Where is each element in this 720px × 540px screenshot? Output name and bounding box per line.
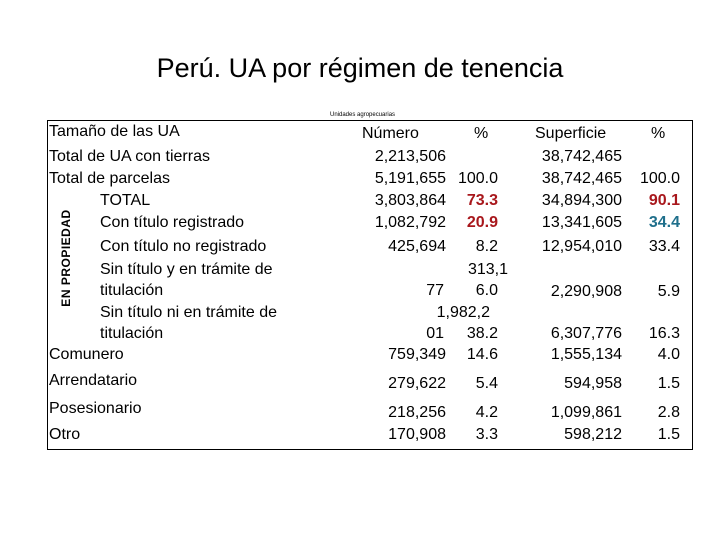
row-otro-numero: 170,908: [388, 426, 446, 443]
row-total-pct1: 73.3: [466, 192, 498, 209]
row-comunero-pct2: 4.0: [657, 346, 680, 363]
row-no-registrado-superficie: 12,954,010: [541, 238, 622, 255]
row-arrendatario-numero: 279,622: [388, 375, 446, 392]
row-con-titulo-superficie: 13,341,605: [541, 214, 622, 231]
row-en-tramite-numero-1: 313,1: [467, 261, 508, 278]
header-label: Tamaño de las UA: [49, 123, 180, 140]
row-total-label: TOTAL: [100, 192, 151, 209]
row-ni-tramite-numero-1: 1,982,2: [436, 304, 490, 321]
row-ni-tramite-label-2: titulación: [100, 325, 164, 342]
row-otro-label: Otro: [49, 426, 81, 443]
row-arrendatario-pct2: 1.5: [657, 375, 680, 392]
row-total-ua-superficie: 38,742,465: [541, 148, 622, 165]
row-posesionario-pct1: 4.2: [475, 404, 498, 421]
header-pct1: %: [474, 125, 489, 142]
header-pct2: %: [651, 125, 666, 142]
row-total-parcelas-superficie: 38,742,465: [541, 170, 622, 187]
header-superficie: Superficie: [535, 125, 607, 142]
row-en-tramite-superficie: 2,290,908: [550, 283, 622, 300]
header-numero: Número: [362, 125, 419, 142]
row-no-registrado-numero: 425,694: [388, 238, 446, 255]
row-otro-pct1: 3.3: [475, 426, 498, 443]
side-label-en-propiedad: EN PROPIEDAD: [59, 209, 73, 307]
row-total-parcelas-pct2: 100.0: [639, 170, 680, 187]
row-otro-pct2: 1.5: [657, 426, 680, 443]
row-total-parcelas-numero: 5,191,655: [374, 170, 446, 187]
units-note: Unidades agropecuarias: [330, 112, 396, 118]
page-title: Perú. UA por régimen de tenencia: [156, 53, 564, 83]
row-en-tramite-label-1: Sin título y en trámite de: [100, 261, 273, 278]
row-arrendatario-label: Arrendatario: [49, 372, 138, 389]
row-ni-tramite-superficie: 6,307,776: [550, 325, 622, 342]
row-arrendatario-superficie: 594,958: [564, 375, 622, 392]
row-total-parcelas-pct1: 100.0: [457, 170, 498, 187]
row-comunero-numero: 759,349: [388, 346, 446, 363]
row-en-tramite-numero-2: 77: [426, 282, 444, 299]
row-con-titulo-label: Con título registrado: [100, 214, 245, 231]
row-posesionario-superficie: 1,099,861: [550, 404, 622, 421]
row-total-ua-numero: 2,213,506: [374, 148, 446, 165]
row-ni-tramite-numero-2: 01: [426, 325, 444, 342]
row-ni-tramite-label-1: Sin título ni en trámite de: [100, 304, 277, 321]
row-comunero-label: Comunero: [49, 346, 124, 363]
row-con-titulo-pct1: 20.9: [466, 214, 498, 231]
row-comunero-superficie: 1,555,134: [550, 346, 622, 363]
row-posesionario-label: Posesionario: [49, 400, 142, 417]
row-con-titulo-numero: 1,082,792: [374, 214, 446, 231]
row-otro-superficie: 598,212: [564, 426, 622, 443]
row-total-numero: 3,803,864: [374, 192, 446, 209]
row-ni-tramite-pct1: 38.2: [466, 325, 498, 342]
row-no-registrado-pct2: 33.4: [648, 238, 680, 255]
row-en-tramite-pct1: 6.0: [475, 282, 498, 299]
row-total-superficie: 34,894,300: [541, 192, 622, 209]
row-arrendatario-pct1: 5.4: [475, 375, 498, 392]
row-total-pct2: 90.1: [648, 192, 680, 209]
row-comunero-pct1: 14.6: [466, 346, 498, 363]
row-posesionario-numero: 218,256: [388, 404, 446, 421]
row-ni-tramite-pct2: 16.3: [648, 325, 680, 342]
row-en-tramite-label-2: titulación: [100, 282, 164, 299]
row-con-titulo-pct2: 34.4: [648, 214, 680, 231]
row-posesionario-pct2: 2.8: [657, 404, 680, 421]
row-total-parcelas-label: Total de parcelas: [49, 170, 170, 187]
row-total-ua-label: Total de UA con tierras: [49, 148, 210, 165]
row-no-registrado-label: Con título no registrado: [100, 238, 267, 255]
row-no-registrado-pct1: 8.2: [475, 238, 498, 255]
row-en-tramite-pct2: 5.9: [657, 283, 680, 300]
